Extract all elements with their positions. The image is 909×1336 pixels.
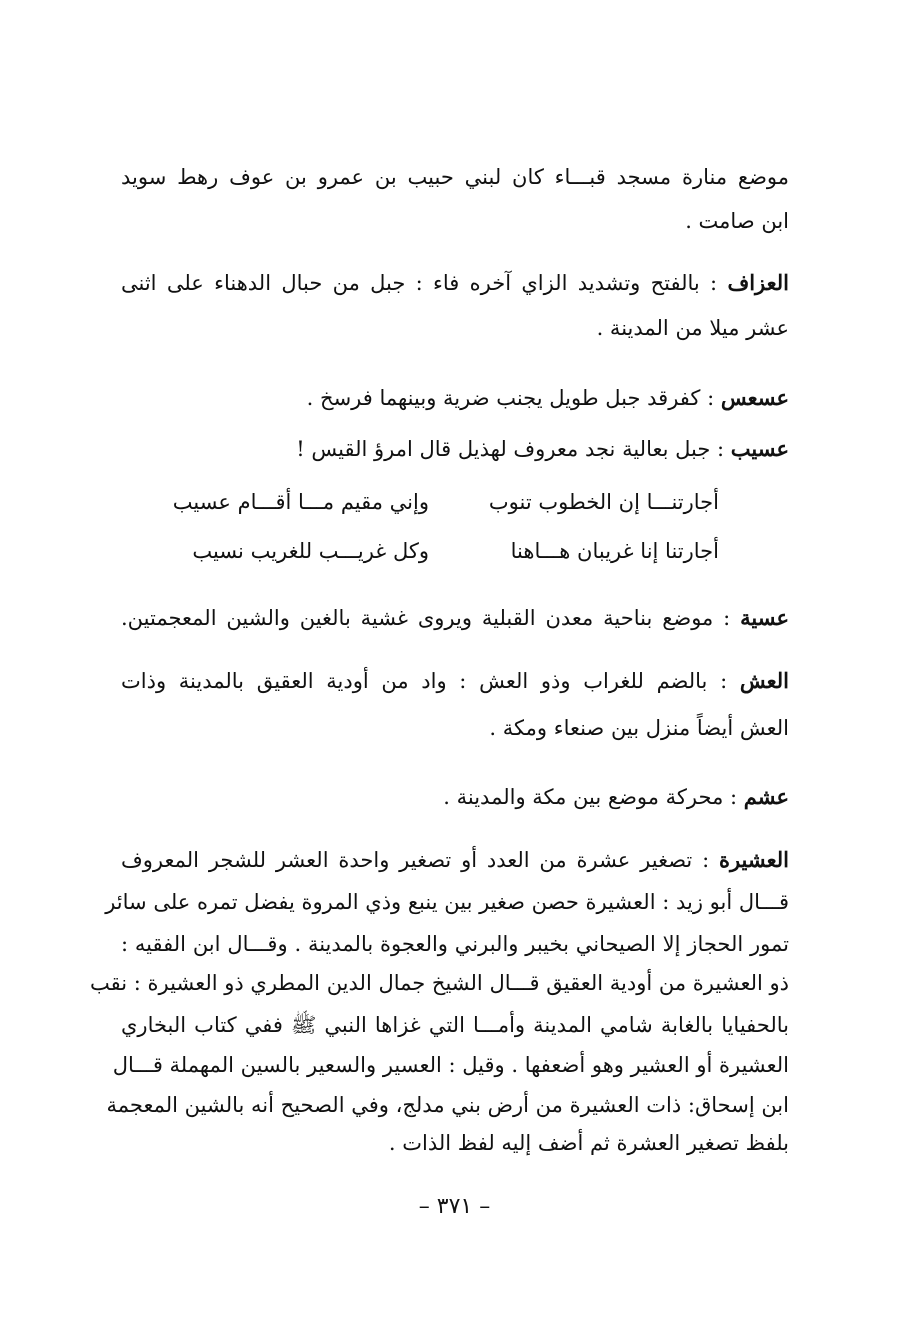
entry-text: : تصغير عشرة من العدد أو تصغير واحدة العشر للشجر المعروف: [121, 848, 719, 872]
headword: العزاف: [727, 270, 789, 295]
headword: عسية: [740, 605, 789, 630]
entry-text: : جبل بعالية نجد معروف لهذيل قال امرؤ القيس !: [296, 437, 731, 461]
entry-line: [296, 434, 789, 464]
entry-text: : موضع بناحية معدن القبلية ويروى غشية بالغين والشين المعجمتين.: [121, 606, 741, 630]
verse-hemistich: أجارتنا إنا غريبان هـــاهنا: [510, 539, 719, 563]
page-number: – ٣٧١ –: [418, 1194, 491, 1219]
headword: عشم: [743, 784, 789, 809]
entry-line: [121, 603, 789, 633]
entry-text: : كفرقد جبل طويل يجنب ضرية وبينهما فرسخ .: [306, 386, 721, 410]
verse-hemistich: أجارتنـــا إن الخطوب تنوب: [488, 490, 719, 514]
headword: عسعس: [720, 385, 789, 410]
verse-hemistich: وإني مقيم مـــا أقـــام عسيب: [172, 490, 429, 514]
entry-line: [443, 782, 789, 812]
entry-text: : بالفتح وتشديد الزاي آخره فاء : جبل من حبال الدهناء على اثنى: [121, 271, 728, 295]
text-line: عشر ميلا من المدينة .: [596, 316, 789, 340]
headword: العشيرة: [718, 847, 789, 872]
entry-text: : بالضم للغراب وذو العش : واد من أودية العقيق بالمدينة وذات: [121, 669, 740, 693]
headword: العش: [739, 668, 789, 693]
text-line: العش أيضاً منزل بين صنعاء ومكة .: [489, 716, 789, 740]
text-line: بلفظ تصغير العشرة ثم أضف إليه لفظ الذات .: [388, 1131, 789, 1155]
headword: عسيب: [730, 436, 789, 461]
text-line: ذو العشيرة من أودية العقيق قـــال الشيخ جمال الدين المطري ذو العشيرة : نقب: [90, 971, 789, 995]
text-line: موضع منارة مسجد قبـــاء كان لبني حبيب بن عمرو بن عوف رهط سويد: [121, 165, 789, 189]
text-line: ابن صامت .: [685, 209, 789, 233]
entry-line: [307, 383, 789, 413]
text-line: قـــال أبو زيد : العشيرة حصن صغير بين ينبع وذي المروة يفضل تمره على سائر: [105, 890, 789, 914]
verse-hemistich: وكل غريـــب للغريب نسيب: [192, 539, 429, 563]
text-line: ابن إسحاق: ذات العشيرة من أرض بني مدلج، وفي الصحيح أنه بالشين المعجمة: [106, 1093, 789, 1117]
entry-line: [121, 845, 789, 875]
entry-line: [121, 268, 789, 298]
entry-line: [121, 666, 789, 696]
text-line: تمور الحجاز إلا الصيحاني بخيبر والبرني والعجوة بالمدينة . وقـــال ابن الفقيه :: [121, 932, 789, 956]
text-line: بالحفيايا بالغابة شامي المدينة وأمـــا التي غزاها النبي ﷺ ففي كتاب البخاري: [121, 1013, 789, 1037]
text-line: العشيرة أو العشير وهو أضعفها . وقيل : العسير والسعير بالسين المهملة قـــال: [112, 1053, 789, 1077]
entry-text: : محركة موضع بين مكة والمدينة .: [443, 785, 744, 809]
